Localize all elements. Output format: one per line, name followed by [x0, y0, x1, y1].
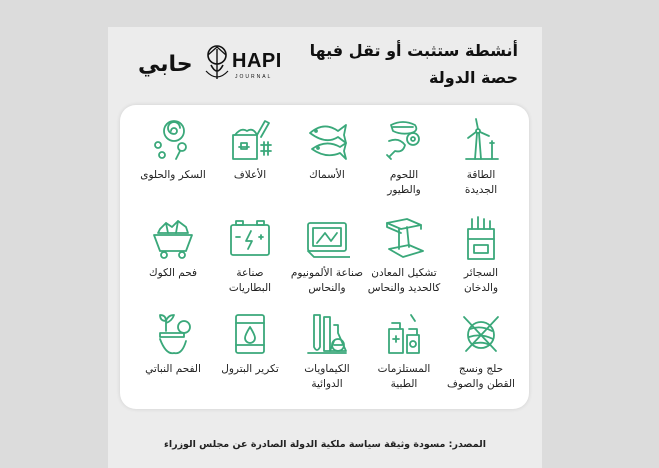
activity-label: صناعة — [236, 267, 264, 279]
activity-label: البطاريات — [228, 282, 272, 294]
activity-label: والطيور — [387, 184, 421, 196]
activity-label: صناعة الألمونيوم — [290, 267, 364, 279]
activity-sugar-candy — [130, 117, 216, 183]
hapi-emblem-icon — [200, 43, 234, 83]
chemicals-icon — [304, 311, 350, 357]
activity-aluminum — [284, 215, 370, 296]
page-title — [258, 37, 518, 91]
source-note: المصدر: مسودة وثيقة سياسة ملكية الدولة الصادرة عن مجلس الوزراء — [164, 439, 486, 450]
activity-pharma-chemicals — [284, 311, 370, 392]
activity-cotton-wool — [438, 311, 524, 392]
activity-label: الفحم النباتي — [145, 363, 201, 375]
activity-label: السجائر — [463, 267, 499, 279]
activity-label: الكيماويات — [304, 363, 350, 375]
title-line-2: حصة الدولة — [429, 68, 518, 87]
infographic-card — [108, 27, 542, 468]
fish-icon — [304, 117, 350, 163]
activity-renewable-energy — [438, 117, 524, 198]
activity-oil-refining — [207, 311, 293, 377]
coke-cart-icon — [150, 215, 196, 261]
activity-label: المستلزمات — [377, 363, 431, 375]
activity-batteries — [207, 215, 293, 296]
activity-charcoal — [130, 311, 216, 377]
meat-poultry-icon — [381, 117, 427, 163]
activity-coke-coal — [130, 215, 216, 281]
activity-label: حلج ونسج — [458, 363, 504, 375]
activity-label: والدخان — [463, 282, 499, 294]
activity-label: تكرير البترول — [221, 363, 279, 375]
logo-subtitle: JOURNAL — [235, 74, 273, 80]
aluminum-icon — [304, 215, 350, 261]
activity-label: الطاقة — [466, 169, 496, 181]
activity-label: السكر والحلوى — [140, 169, 206, 181]
title-line-1: أنشطة ستثبت أو تقل فيها — [309, 41, 518, 60]
activity-label: الأسماك — [309, 169, 345, 181]
activity-fish — [284, 117, 370, 183]
feed-icon — [227, 117, 273, 163]
activity-metal-forming — [361, 215, 447, 296]
activity-label: القطن والصوف — [447, 378, 515, 390]
activity-label: فحم الكوك — [148, 267, 198, 279]
battery-icon — [227, 215, 273, 261]
activity-animal-feed — [207, 117, 293, 183]
activity-meat-poultry — [361, 117, 447, 198]
activity-label: كالحديد والنحاس — [367, 282, 441, 294]
plant-coal-icon — [150, 311, 196, 357]
oil-barrel-icon — [227, 311, 273, 357]
steel-beam-icon — [381, 215, 427, 261]
activity-label: اللحوم — [389, 169, 419, 181]
candy-icon — [150, 117, 196, 163]
activity-label: والنحاس — [308, 282, 346, 294]
activities-panel — [120, 105, 529, 409]
logo-english: HAPI — [232, 50, 282, 72]
logo-arabic: حابي — [138, 52, 193, 77]
hapi-logo — [138, 43, 282, 85]
activity-cigarettes — [438, 215, 524, 296]
wind-turbine-icon — [458, 117, 504, 163]
medical-supplies-icon — [381, 311, 427, 357]
activity-label: الجديدة — [464, 184, 498, 196]
activity-label: الأعلاف — [233, 169, 267, 181]
yarn-icon — [458, 311, 504, 357]
activity-medical-supplies — [361, 311, 447, 392]
activity-label: الدوائية — [311, 378, 343, 390]
cigarettes-icon — [458, 215, 504, 261]
activity-label: تشكيل المعادن — [371, 267, 437, 279]
activity-label: الطبية — [390, 378, 418, 390]
